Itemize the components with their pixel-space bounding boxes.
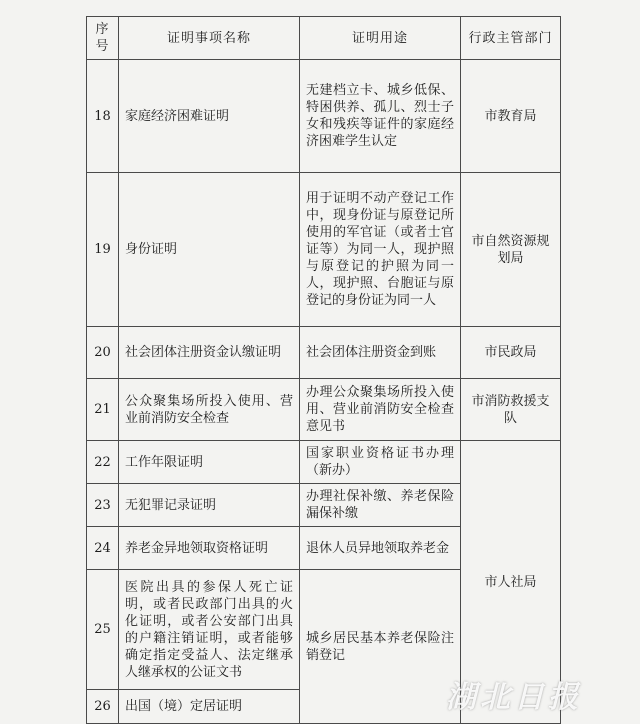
header-row xyxy=(87,17,561,60)
newspaper-watermark: 湖北日报 xyxy=(446,680,582,715)
row-num: 24 xyxy=(87,527,119,570)
row-name: 养老金异地领取资格证明 xyxy=(119,527,300,570)
certificate-table xyxy=(86,16,561,724)
row-use-merged: 城乡居民基本养老保险注销登记 xyxy=(300,570,461,724)
row-name: 无犯罪记录证明 xyxy=(119,484,300,527)
row-use: 办理社保补缴、养老保险漏保补缴 xyxy=(300,484,461,527)
row-name: 家庭经济困难证明 xyxy=(119,60,300,173)
row-num: 26 xyxy=(87,690,119,724)
row-num: 22 xyxy=(87,441,119,484)
row-dept: 市教育局 xyxy=(461,60,561,173)
header-name: 证明事项名称 xyxy=(119,17,300,60)
row-use: 办理公众聚集场所投入使用、营业前消防安全检查意见书 xyxy=(300,379,461,441)
table-row xyxy=(87,379,561,441)
table-row xyxy=(87,441,561,484)
row-num: 18 xyxy=(87,60,119,173)
row-dept: 市民政局 xyxy=(461,327,561,379)
row-name: 出国（境）定居证明 xyxy=(119,690,300,724)
table-row xyxy=(87,60,561,173)
row-num: 20 xyxy=(87,327,119,379)
row-use: 用于证明不动产登记工作中，现身份证与原登记所使用的军官证（或者士官证等）为同一人，现护照与原登记的护照为同一人，现护照、台胞证与原登记的身份证为同一人 xyxy=(300,173,461,327)
row-dept: 市消防救援支队 xyxy=(461,379,561,441)
row-use: 社会团体注册资金到账 xyxy=(300,327,461,379)
header-num: 序号 xyxy=(87,17,119,60)
row-name: 工作年限证明 xyxy=(119,441,300,484)
row-use: 退休人员异地领取养老金 xyxy=(300,527,461,570)
row-num: 19 xyxy=(87,173,119,327)
table-row xyxy=(87,173,561,327)
table-row xyxy=(87,327,561,379)
row-name: 社会团体注册资金认缴证明 xyxy=(119,327,300,379)
row-name: 医院出具的参保人死亡证明，或者民政部门出具的火化证明，或者公安部门出具的户籍注销证明，或者能够确定指定受益人、法定继承人继承权的公证文书 xyxy=(119,570,300,690)
row-dept: 市自然资源规划局 xyxy=(461,173,561,327)
header-use: 证明用途 xyxy=(300,17,461,60)
row-num: 21 xyxy=(87,379,119,441)
row-name: 身份证明 xyxy=(119,173,300,327)
row-use: 国家职业资格证书办理（新办） xyxy=(300,441,461,484)
row-num: 25 xyxy=(87,570,119,690)
header-dept: 行政主管部门 xyxy=(461,17,561,60)
row-name: 公众聚集场所投入使用、营业前消防安全检查 xyxy=(119,379,300,441)
row-dept-merged: 市人社局 xyxy=(461,441,561,724)
row-num: 23 xyxy=(87,484,119,527)
row-use: 无建档立卡、城乡低保、特困供养、孤儿、烈士子女和残疾等证件的家庭经济困难学生认定 xyxy=(300,60,461,173)
